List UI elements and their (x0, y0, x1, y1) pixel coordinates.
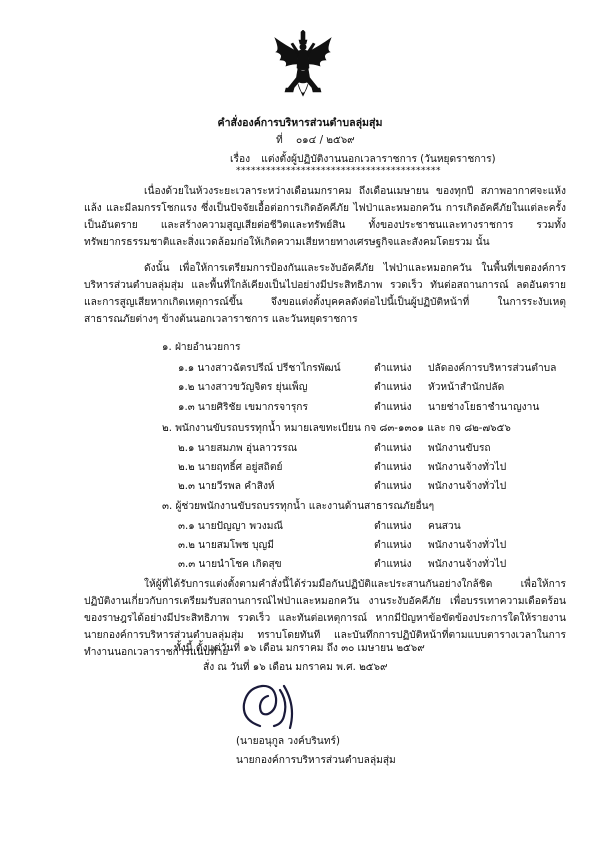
paragraph-3-text: ให้ผู้ที่ได้รับการแต่งตั้งตามคำสั่งนี้ได้ร่วมมือกันปฏิบัติและประสานกันอย่างใกล้ชิด เพื่อให้การปฏิบัติงานเกี่ยวกับการเตรียมรับสถานการณ์ไฟป่าและหมอกควัน งานระงับอัคคีภัย เพื่อบรรเทาความเดือดร้อนของราษฎรได้อย่างมีประสิทธิภาพ รวดเร็ว และทันต่อเหตุการณ์ หากมีปัญหาข้อขัดข้องประการใดให้รายงานนายกองค์การบริหารส่วนตำบลลุ่มสุ่ม ทราบโดยทันที และบันทึกการปฏิบัติหน้าที่ตามแบบตารางเวลาในการทำงานนอกเวลาราชการแนบท้าย (84, 579, 566, 658)
member-position: พนักงานขับรถ (428, 443, 491, 454)
member-position: พนักงานจ้างทั่วไป (428, 540, 507, 551)
member-position: นายช่างโยธาชำนาญงาน (428, 402, 540, 413)
effective-period: ทั้งนี้ ตั้งแต่วันที่ ๑๖ เดือน มกราคม ถึง ๓๐ เมษายน ๒๕๖๙ (174, 643, 425, 654)
paragraph-2-text: ดังนั้น เพื่อให้การเตรียมการป้องกันและระงับอัคคีภัย ไฟป่าและหมอกควัน ในพื้นที่เขตองค์การบริหารส่วนตำบลลุ่มสุ่ม และพื้นที่ใกล้เคียงเป็นไปอย่างมีประสิทธิภาพ รวดเร็ว ทันต่อสถานการณ์ ลดอันตราย และการสูญเสียหากเกิดเหตุการณ์ขึ้น จึงขอแต่งตั้งบุคคลดังต่อไปนี้เป็นผู้ปฏิบัติหน้าที่ ในการระงับเหตุสาธารณภัยต่างๆ ข้างต้นนอกเวลาราชการ และวันหยุดราชการ (84, 263, 566, 325)
list-item (178, 360, 578, 376)
list-item (178, 537, 578, 553)
list-item (178, 379, 578, 395)
list-item (178, 399, 578, 415)
signer-position: นายกองค์การบริหารส่วนตำบลลุ่มสุ่ม (236, 755, 396, 766)
paragraph-1 (84, 183, 566, 251)
member-position: หัวหน้าสำนักปลัด (428, 382, 505, 393)
signer-name: (นายอนุกูล วงค์บรินทร์) (236, 736, 340, 747)
signed-date: สั่ง ณ วันที่ ๑๖ เดือน มกราคม พ.ศ. ๒๕๖๙ (203, 662, 388, 673)
member-name: ๓.๑ นายปัญญา พวงมณี (178, 521, 283, 532)
member-name: ๒.๓ นายวีรพล คำสิงห์ (178, 481, 275, 492)
list-item (178, 440, 578, 456)
position-label: ตำแหน่ง (374, 363, 412, 374)
member-name: ๓.๒ นายสมโพช บุญมี (178, 540, 274, 551)
list-item (178, 459, 578, 475)
position-label: ตำแหน่ง (374, 540, 412, 551)
signature-icon (230, 676, 310, 732)
position-label: ตำแหน่ง (374, 443, 412, 454)
section-heading: ๓. ผู้ช่วยพนักงานขับรถบรรทุกน้ำ และงานด้านสาธารณภัยอื่นๆ (162, 501, 435, 512)
number-value: ๐๑๔ / ๒๕๖๙ (295, 135, 355, 146)
subject-text: แต่งตั้งผู้ปฏิบัติงานนอกเวลาราชการ (วันหยุดราชการ) (261, 154, 496, 165)
member-name: ๓.๓ นายนำโชค เกิดสุข (178, 559, 282, 570)
member-position: พนักงานจ้างทั่วไป (428, 462, 507, 473)
garuda-emblem-icon (272, 30, 334, 102)
position-label: ตำแหน่ง (374, 559, 412, 570)
member-position: คนสวน (428, 521, 461, 532)
member-position: ปลัดองค์การบริหารส่วนตำบล (428, 363, 557, 374)
section-heading: ๑. ฝ่ายอำนวยการ (162, 342, 241, 353)
paragraph-1-text: เนื่องด้วยในห้วงระยะเวลาระหว่างเดือนมกราคม ถึงเดือนเมษายน ของทุกปี สภาพอากาศจะแห้งแล้ง และมีลมกรรโชกแรง ซึ่งเป็นปัจจัยเอื้อต่อการเกิดอัคคีภัย ไฟป่าและหมอกควัน การเกิดอัคคีภัยในแต่ละครั้งเป็นอันตราย และสร้างความสูญเสียต่อชีวิตและทรัพย์สิน ทั้งของประชาชนและทางราชการ รวมทั้งทรัพยากรธรรมชาติและสิ่งแวดล้อมก่อให้เกิดความเสียหายทางเศรษฐกิจและสังคมโดยรวม นั้น (84, 186, 566, 248)
paragraph-2 (84, 260, 566, 328)
document-subject (230, 151, 496, 167)
member-name: ๒.๑ นายสมภพ อุ่นลาวรรณ (178, 443, 298, 454)
document-title: คำสั่งองค์การบริหารส่วนตำบลลุ่มสุ่ม (217, 117, 383, 129)
member-name: ๒.๒ นายฤทธิ์ศ อยู่สถิตย์ (178, 462, 283, 473)
position-label: ตำแหน่ง (374, 462, 412, 473)
member-name: ๑.๒ นางสาวขวัญจิตร ยุ่นเพ็ญ (178, 382, 308, 393)
subject-label: เรื่อง (230, 154, 251, 165)
list-item (178, 478, 578, 494)
member-name: ๑.๓ นายศิริชัย เขมากรจารุกร (178, 402, 308, 413)
position-label: ตำแหน่ง (374, 481, 412, 492)
number-label: ที่ (276, 135, 283, 146)
section-heading: ๒. พนักงานขับรถบรรทุกน้ำ หมายเลขทะเบียน กจ ๘๓-๑๓๐๑ และ กจ ๘๒-๗๖๕๖ (162, 423, 511, 434)
separator-line: ***************************************** (236, 166, 441, 176)
position-label: ตำแหน่ง (374, 521, 412, 532)
member-position: พนักงานจ้างทั่วไป (428, 559, 507, 570)
position-label: ตำแหน่ง (374, 402, 412, 413)
list-item (178, 518, 578, 534)
position-label: ตำแหน่ง (374, 382, 412, 393)
member-name: ๑.๑ นางสาวฉัตรปรีณ์ ปรีชาไกรพัฒน์ (178, 363, 341, 374)
document-number (276, 132, 355, 148)
member-position: พนักงานจ้างทั่วไป (428, 481, 507, 492)
list-item (178, 556, 578, 572)
